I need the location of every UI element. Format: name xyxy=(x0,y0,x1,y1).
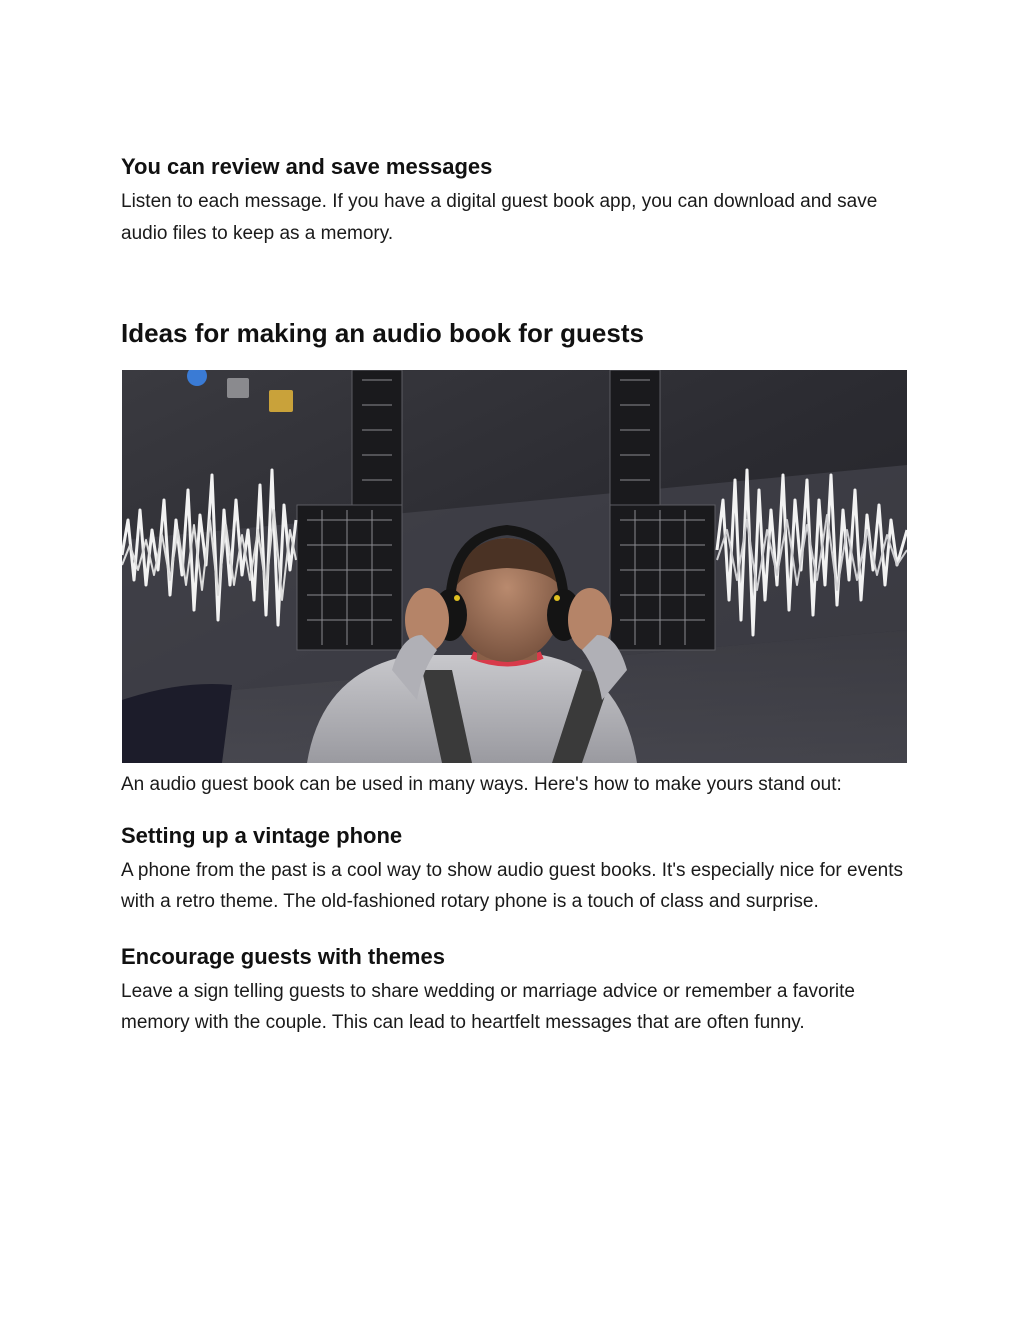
headphones-photo xyxy=(122,370,907,763)
vintage-heading: Setting up a vintage phone xyxy=(121,822,403,848)
review-body: Listen to each message. If you have a digital guest book app, you can download and save audio files to keep as a memory. xyxy=(121,191,878,244)
ideas-heading: Ideas for making an audio book for guests xyxy=(121,318,644,348)
themes-heading: Encourage guests with themes xyxy=(121,943,445,969)
themes-body: Leave a sign telling guests to share wedding or marriage advice or remember a favorite memory with the couple. This can lead to heartfelt messages that are often funny. xyxy=(121,980,855,1033)
vintage-body: A phone from the past is a cool way to show audio guest books. It's especially nice for events with a retro theme. The old-fashioned rotary phone is a touch of class and surprise. xyxy=(121,859,904,912)
article-content xyxy=(121,152,911,1039)
ideas-caption: An audio guest book can be used in many ways. Here's how to make yours stand out: xyxy=(121,774,842,795)
review-heading: You can review and save messages xyxy=(121,154,493,179)
